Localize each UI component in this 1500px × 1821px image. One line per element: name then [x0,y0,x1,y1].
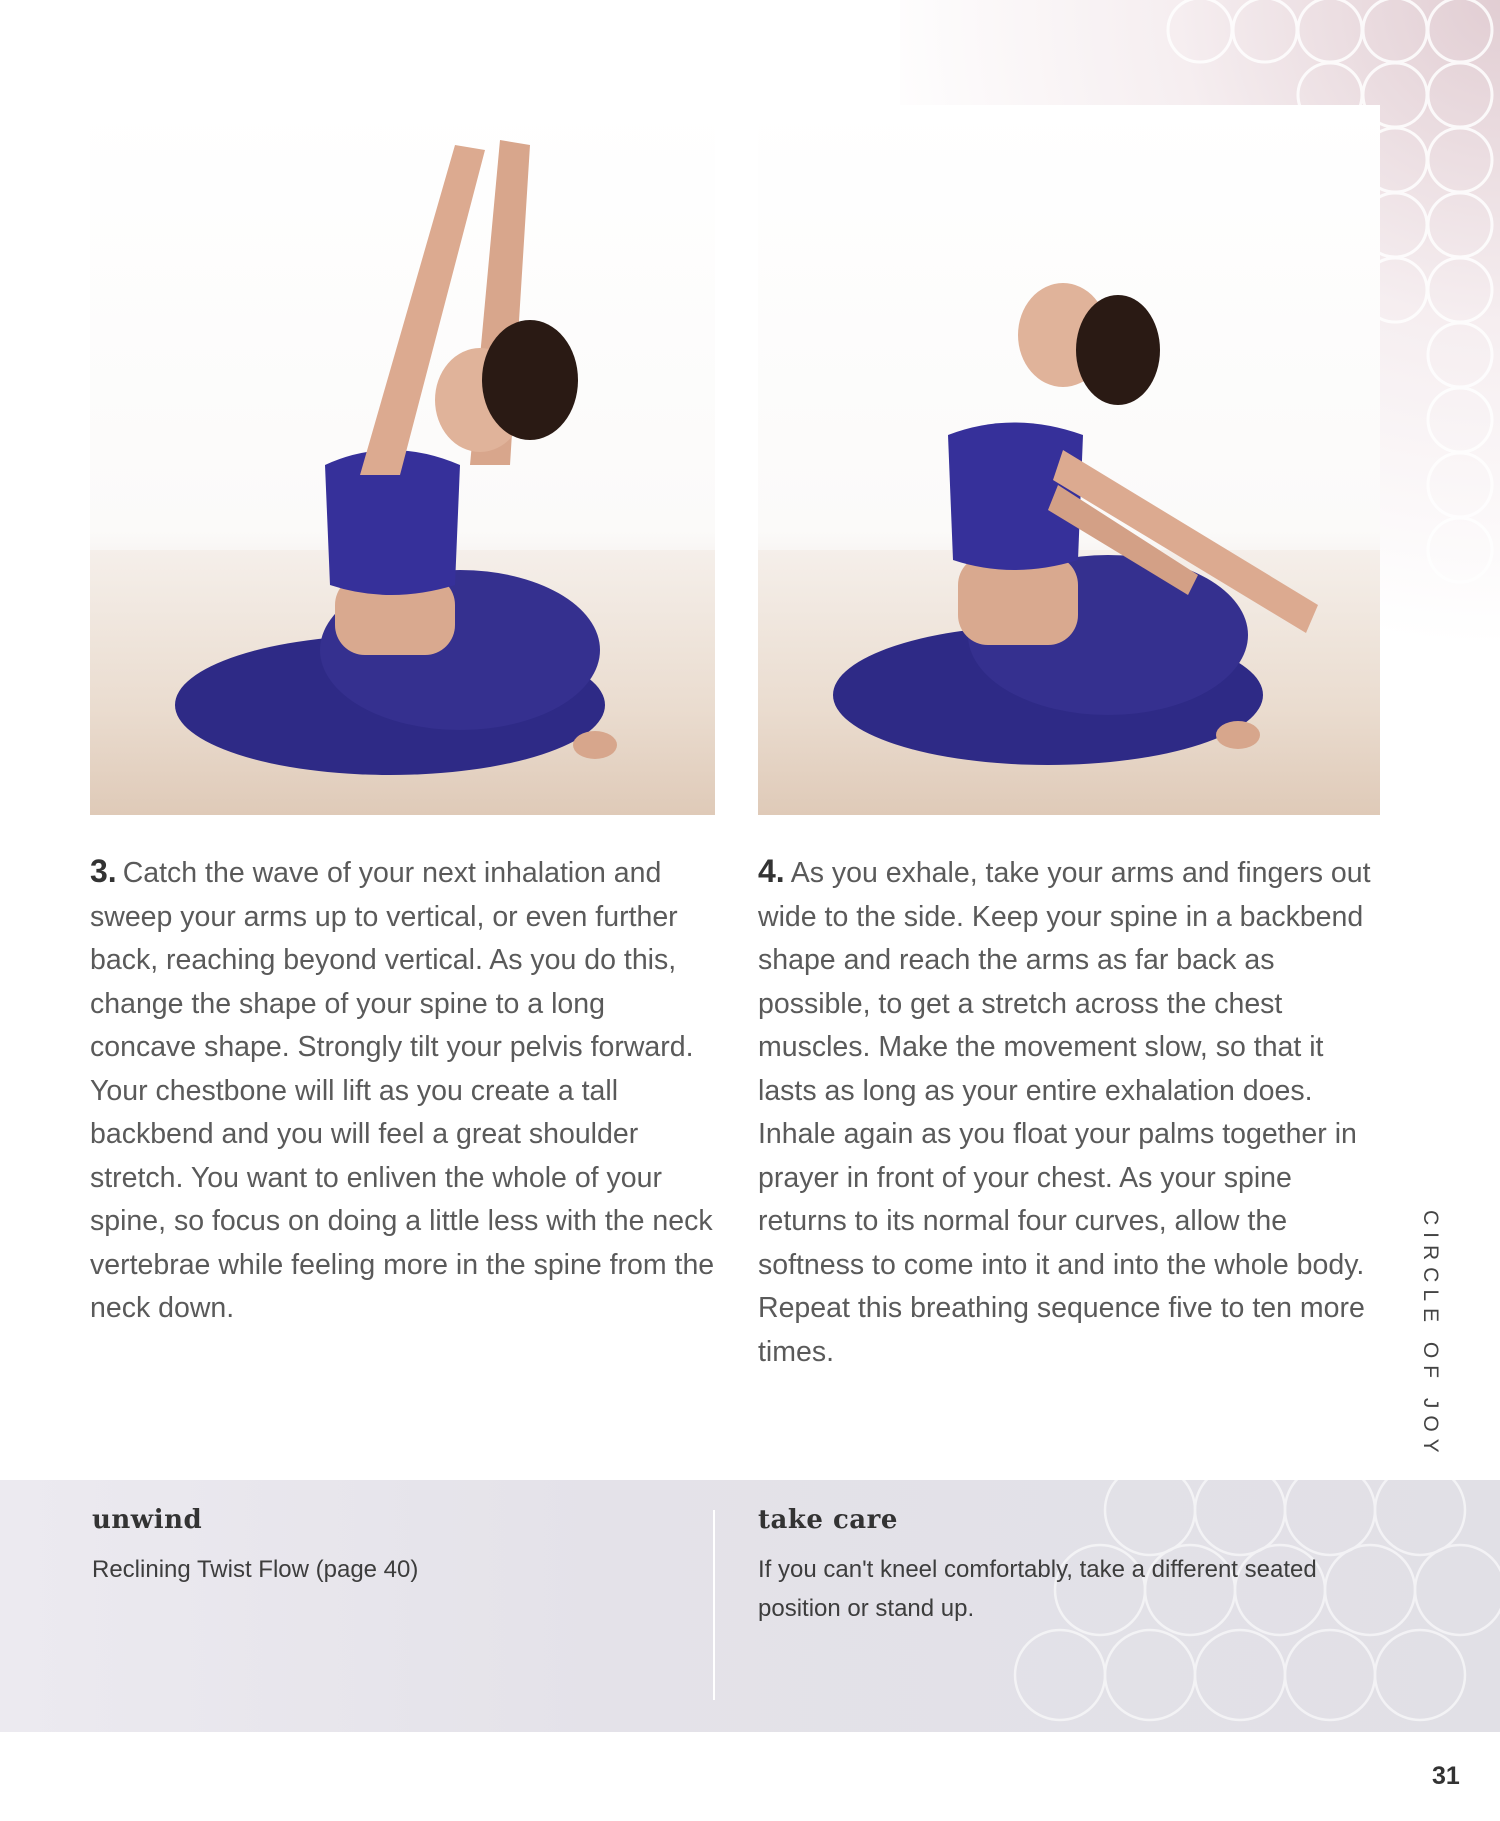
step-text: As you exhale, take your arms and fingers out wide to the side. Keep your spine in a backbend shape and reach the arms as far back as possible, to get a stretch across the chest muscles. Make the movement slow, so that it lasts as long as your entire exhalation does. Inhale again as you float your palms together in prayer in front of your chest. As your spine returns to its normal four curves, allow the softness to come into it and into the whole body. Repeat this breathing sequence five to ten more times. [758,857,1371,1368]
yoga-pose-photo-icon [758,105,1380,815]
photo-arms-overhead [90,105,715,815]
take-care-text: If you can't kneel comfortably, take a different seated position or stand up. [758,1556,1317,1622]
step-4 [758,850,1383,1374]
unwind-title: unwind [92,1505,203,1535]
photo-arms-wide [758,105,1380,815]
step-3 [90,850,715,1331]
step-number: 3. [90,853,117,889]
band-divider [713,1510,715,1700]
yoga-pose-photo-icon [90,105,715,815]
step-number: 4. [758,853,785,889]
page-number: 31 [1432,1762,1460,1790]
step-text: Catch the wave of your next inhalation and sweep your arms up to vertical, or even further back, reaching beyond vertical. As you do this, change the shape of your spine to a long concave shape. Strongly tilt your pelvis forward. Your chestbone will lift as you create a tall backbend and you will feel a great shoulder stretch. You want to enliven the whole of your spine, so focus on doing a little less with the neck vertebrae while feeling more in the spine from the neck down. [90,857,715,1324]
take-care-title: take care [758,1505,898,1535]
chapter-side-label: CIRCLE OF JOY [1419,1210,1442,1460]
unwind-text: Reclining Twist Flow (page 40) [92,1556,419,1583]
